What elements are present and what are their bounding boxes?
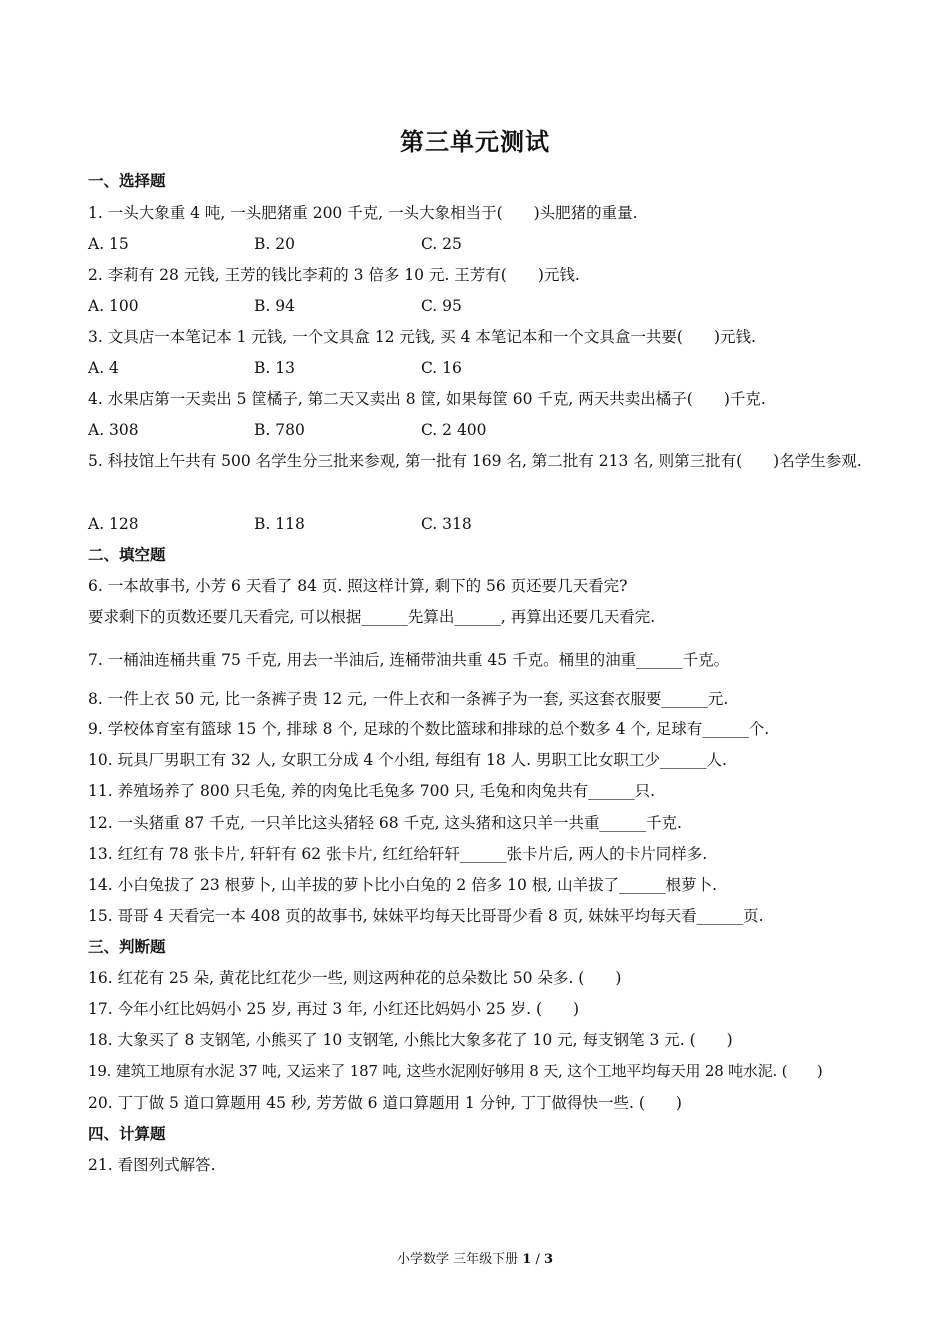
option-b: B. 118	[254, 515, 305, 533]
footer-separator: /	[531, 1252, 544, 1267]
option-a: A. 128	[88, 515, 139, 533]
question-15: 15. 哥哥 4 天看完一本 408 页的故事书, 妹妹平均每天比哥哥少看 8 页, 妹妹平均每天看______页.	[88, 907, 764, 925]
question-6-stem: 6. 一本故事书, 小芳 6 天看了 84 页. 照这样计算, 剩下的 56 页还要几天看完?	[88, 577, 628, 595]
question-12: 12. 一头猪重 87 千克, 一只羊比这头猪轻 68 千克, 这头猪和这只羊一共重______千克.	[88, 814, 682, 832]
section-heading: 三、判断题	[88, 937, 166, 956]
section-heading: 二、填空题	[88, 545, 166, 564]
question-9: 9. 学校体育室有篮球 15 个, 排球 8 个, 足球的个数比篮球和排球的总个数多 4 个, 足球有______个.	[88, 720, 770, 738]
footer-page-total: 3	[543, 1252, 554, 1267]
question-5: 5. 科技馆上午共有 500 名学生分三批来参观, 第一批有 169 名, 第二批有 213 名, 则第三批有( )名学生参观.	[88, 452, 862, 470]
question-4: 4. 水果店第一天卖出 5 筐橘子, 第二天又卖出 8 筐, 如果每筐 60 千克, 两天共卖出橘子( )千克.	[88, 390, 766, 408]
question-16: 16. 红花有 25 朵, 黄花比红花少一些, 则这两种花的总朵数比 50 朵多. ( )	[88, 969, 622, 987]
option-a: A. 15	[88, 235, 129, 253]
option-c: C. 318	[421, 515, 472, 533]
question-19: 19. 建筑工地原有水泥 37 吨, 又运来了 187 吨, 这些水泥刚好够用 8 天, 这个工地平均每天用 28 吨水泥. ( )	[88, 1062, 823, 1080]
question-18: 18. 大象买了 8 支钢笔, 小熊买了 10 支钢笔, 小熊比大象多花了 10 元, 每支钢笔 3 元. ( )	[88, 1031, 733, 1049]
footer-subject: 小学数学 三年级下册	[396, 1252, 519, 1267]
question-20: 20. 丁丁做 5 道口算题用 45 秒, 芳芳做 6 道口算题用 1 分钟, 丁丁做得快一些. ( )	[88, 1094, 682, 1112]
option-b: B. 20	[254, 235, 295, 253]
section-heading: 一、选择题	[88, 171, 166, 190]
option-c: C. 16	[421, 359, 462, 377]
option-b: B. 13	[254, 359, 295, 377]
question-10: 10. 玩具厂男职工有 32 人, 女职工分成 4 个小组, 每组有 18 人. 男职工比女职工少______人.	[88, 751, 727, 769]
question-21: 21. 看图列式解答.	[88, 1156, 216, 1174]
option-a: A. 308	[88, 421, 139, 439]
section-heading: 四、计算题	[88, 1124, 166, 1143]
question-6-prompt: 要求剩下的页数还要几天看完, 可以根据______先算出______, 再算出还要几天看完.	[88, 608, 656, 626]
option-b: B. 94	[254, 297, 295, 315]
option-c: C. 95	[421, 297, 462, 315]
footer-page-number: 1	[522, 1252, 532, 1267]
option-b: B. 780	[254, 421, 305, 439]
question-14: 14. 小白兔拔了 23 根萝卜, 山羊拔的萝卜比小白兔的 2 倍多 10 根, 山羊拔了______根萝卜.	[88, 876, 718, 894]
option-c: C. 2 400	[421, 421, 487, 439]
question-2: 2. 李莉有 28 元钱, 王芳的钱比李莉的 3 倍多 10 元. 王芳有( )元钱.	[88, 266, 580, 284]
option-a: A. 100	[88, 297, 139, 315]
page-title: 第三单元测试	[400, 127, 550, 156]
page-footer	[0, 1248, 950, 1267]
option-c: C. 25	[421, 235, 462, 253]
option-a: A. 4	[88, 359, 119, 377]
question-7: 7. 一桶油连桶共重 75 千克, 用去一半油后, 连桶带油共重 45 千克。桶里的油重______千克。	[88, 651, 730, 669]
question-3: 3. 文具店一本笔记本 1 元钱, 一个文具盒 12 元钱, 买 4 本笔记本和一个文具盒一共要( )元钱.	[88, 328, 756, 346]
question-11: 11. 养殖场养了 800 只毛兔, 养的肉兔比毛兔多 700 只, 毛兔和肉兔共有______只.	[88, 782, 656, 800]
question-8: 8. 一件上衣 50 元, 比一条裤子贵 12 元, 一件上衣和一条裤子为一套, 买这套衣服要______元.	[88, 690, 729, 708]
question-1: 1. 一头大象重 4 吨, 一头肥猪重 200 千克, 一头大象相当于( )头肥猪的重量.	[88, 204, 638, 222]
question-13: 13. 红红有 78 张卡片, 轩轩有 62 张卡片, 红红给轩轩______张卡片后, 两人的卡片同样多.	[88, 845, 708, 863]
question-17: 17. 今年小红比妈妈小 25 岁, 再过 3 年, 小红还比妈妈小 25 岁. ( )	[88, 1000, 580, 1018]
